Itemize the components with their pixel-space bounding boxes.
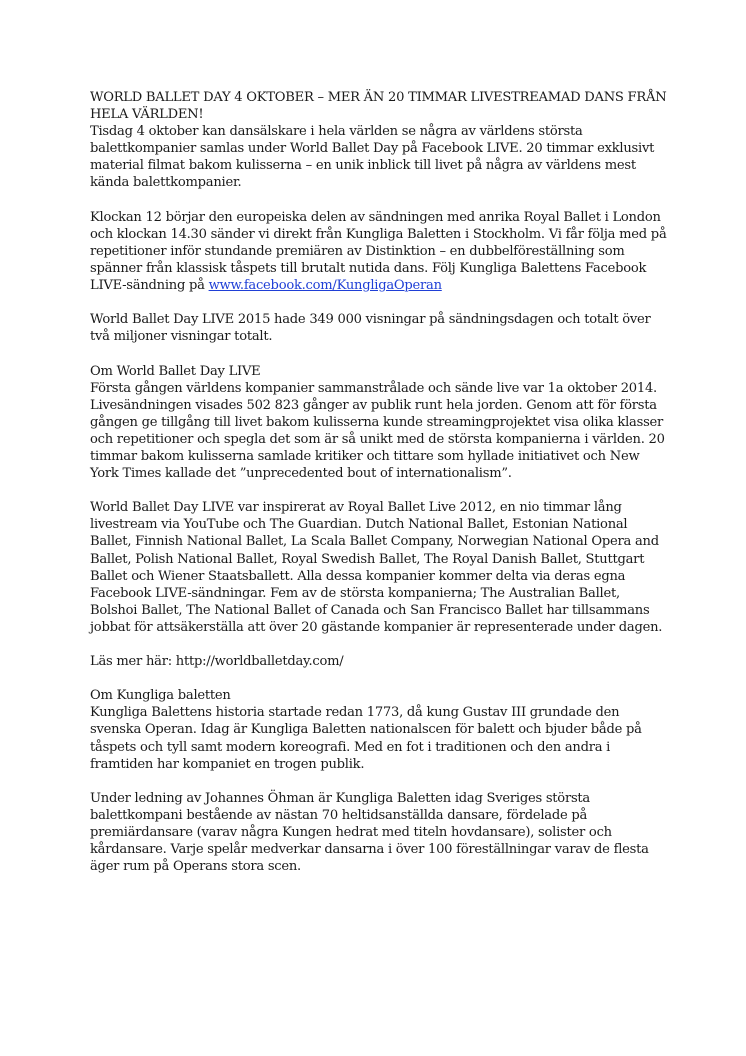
schedule-paragraph: [90, 209, 670, 294]
about-kb-section: [90, 687, 670, 772]
about-wbd-heading: Om World Ballet Day LIVE: [90, 363, 261, 379]
intro-section: [90, 89, 670, 192]
schedule-section: [90, 209, 670, 294]
inspiration-section: [90, 499, 670, 636]
about-kb-heading: Om Kungliga baletten: [90, 688, 231, 704]
stats-paragraph: World Ballet Day LIVE 2015 hade 349 000 visningar på sändningsdagen och totalt över två miljoner visningar totalt.: [90, 312, 651, 345]
press-release-page: [90, 89, 670, 892]
schedule-text: Klockan 12 börjar den europeiska delen av sändningen med anrika Royal Ballet i London och klockan 14.30 sänder vi direkt från Kungliga Baletten i Stockholm. Vi får följa med på repetitioner inför stundande premiären av Distinktion – en dubbelföreställning som spänner från klassisk tåspets till brutalt nutida dans. Följ Kungliga Balettens Facebook LIVE-sändning på: [90, 209, 667, 294]
intro-paragraph: Tisdag 4 oktober kan dansälskare i hela världen se några av världens största balettkompanier samlas under World Ballet Day på Facebook LIVE. 20 timmar exklusivt material filmat bakom kulisserna – en unik inblick till livet på några av världens mest kända balettkompanier.: [90, 124, 655, 191]
read-more-line: Läs mer här: http://worldballetday.com/: [90, 654, 344, 670]
about-wbd-section: [90, 363, 670, 483]
leadership-section: [90, 790, 670, 875]
facebook-link[interactable]: www.facebook.com/KungligaOperan: [208, 278, 442, 294]
about-wbd-paragraph: Första gången världens kompanier sammanstrålade och sände live var 1a oktober 2014. Livesändningen visades 502 823 gånger av publik runt hela jorden. Genom att för första gången ge tillgång till livet bakom kulisserna kunde streamingprojektet visa olika klasser och repetitioner och spegla det som är så unikt med de största kompanierna i världen. 20 timmar bakom kulisserna samlade kritiker och tittare som hyllade initiativet och New York Times kallade det ”unprecedented bout of internationalism”.: [90, 380, 665, 482]
press-release-headline: WORLD BALLET DAY 4 OKTOBER – MER ÄN 20 TIMMAR LIVESTREAMAD DANS FRÅN HELA VÄRLDEN!: [90, 90, 667, 123]
inspiration-paragraph: World Ballet Day LIVE var inspirerat av Royal Ballet Live 2012, en nio timmar lång livestream via YouTube och The Guardian. Dutch National Ballet, Estonian National Ballet, Finnish National Ballet, La Scala Ballet Company, Norwegian National Opera and Ballet, Polish National Ballet, Royal Swedish Ballet, The Royal Danish Ballet, Stuttgart Ballet och Wiener Staatsballett. Alla dessa kompanier kommer delta via deras egna Facebook LIVE-sändningar. Fem av de största kompanierna; The Australian Ballet, Bolshoi Ballet, The National Ballet of Canada och San Francisco Ballet har tillsammans jobbat för attsäkerställa att över 20 gästande kompanier är representerade under dagen.: [90, 500, 663, 635]
about-kb-paragraph: Kungliga Balettens historia startade redan 1773, då kung Gustav III grundade den svenska Operan. Idag är Kungliga Baletten nationalscen för balett och bjuder både på tåspets och tyll samt modern koreografi. Med en fot i traditionen och den andra i framtiden har kompaniet en trogen publik.: [90, 705, 642, 772]
stats-section: [90, 311, 670, 345]
read-more-section: [90, 653, 670, 670]
leadership-paragraph: Under ledning av Johannes Öhman är Kungliga Baletten idag Sveriges största balettkompani bestående av nästan 70 heltidsanställda dansare, fördelade på premiärdansare (varav några Kungen hedrat med titeln hovdansare), solister och kårdansare. Varje spelår medverkar dansarna i över 100 föreställningar varav de flesta äger rum på Operans stora scen.: [90, 790, 649, 875]
